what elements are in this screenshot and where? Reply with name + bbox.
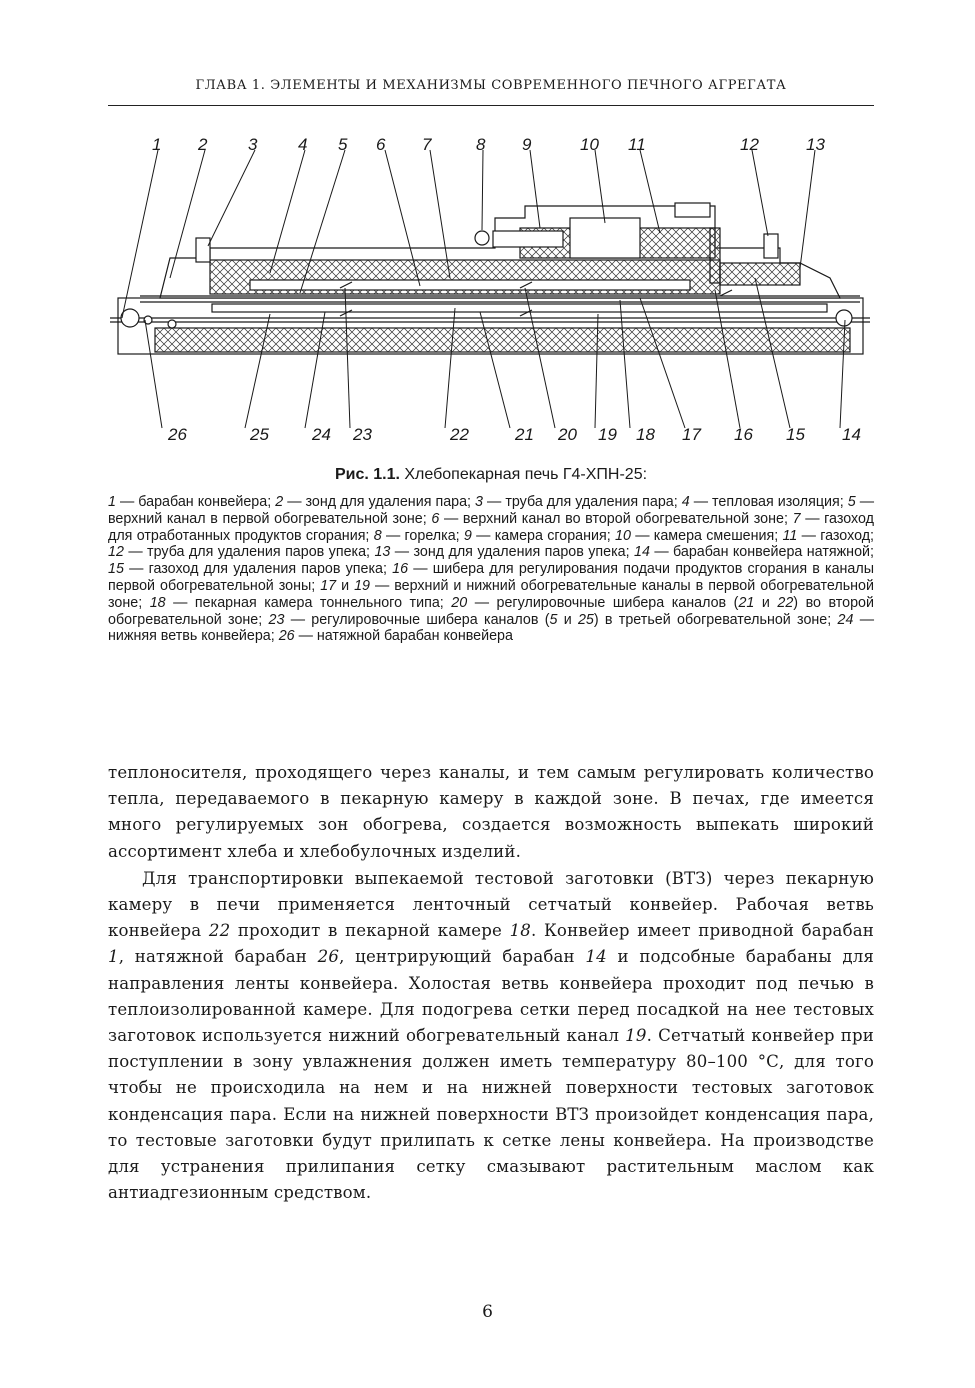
legend-number: 19 — [354, 577, 370, 594]
paragraph-text: . Сетчатый конвейер при поступлении в зону увлажнения должен иметь температуру 80–100 °С, для того чтобы не происходила на нем и на нижней поверхности тестовых заготовок конденсация пара. Если на нижней поверхности ВТЗ произойдет конденсация пара, то тестовые заготовки будут прилипать к сетке лены конвейера. На производстве для устранения прилипания сетку смазывают растительным маслом как антиадгезионным средством. — [108, 1026, 874, 1203]
legend-number: 8 — [373, 527, 382, 544]
legend-text: — газоход для удаления паров упека; — [123, 561, 393, 578]
legend-text: — нижняя ветвь конвейера; — [108, 611, 875, 645]
legend-text: и — [336, 577, 355, 594]
legend-text: — барабан конвейера натяжной; — [649, 544, 874, 561]
reference-number: 18 — [509, 921, 531, 941]
callout-4: 4 — [298, 135, 308, 154]
callout-5: 5 — [338, 135, 348, 154]
legend-text: — регулировочные шибера каналов ( — [467, 594, 739, 611]
legend-number: 23 — [268, 611, 285, 628]
legend-number: 4 — [681, 494, 690, 510]
callout-16: 16 — [734, 425, 753, 444]
callout-18: 18 — [636, 425, 655, 444]
legend-text: ) во второй обогревательной зоне; — [108, 594, 874, 628]
callout-6: 6 — [376, 135, 386, 154]
callout-10: 10 — [580, 135, 599, 154]
callout-17: 17 — [682, 425, 701, 444]
callouts-bottom — [167, 425, 861, 444]
paragraph-text: и подсобные барабаны для направления ленты конвейера. Холостая ветвь конвейера проходит под печью в теплоизолированной камере. Для подогрева сетки перед посадкой на нее тестовых заготовок используется нижний обогревательный канал — [108, 947, 875, 1046]
legend-text: — зонд для удаления пара; — [283, 494, 476, 510]
callouts-top — [152, 135, 825, 154]
callout-21: 21 — [515, 425, 534, 444]
paragraph-1: теплоносителя, проходящего через каналы, и тем самым регулировать количество тепла, передаваемого в пекарную камеру в каждой зоне. В печах, где имеется много регулируемых зон обогрева, создается возможность выпекать широкий ассортимент хлеба и хлебобулочных изделий. — [108, 763, 874, 861]
header-divider — [108, 105, 874, 106]
legend-number: 2 — [275, 494, 284, 510]
callout-1: 1 — [152, 135, 162, 154]
oven-body — [110, 203, 870, 354]
reference-number: 14 — [585, 947, 607, 967]
paragraph-text: , центрирующий барабан — [339, 947, 586, 967]
callout-25: 25 — [250, 425, 269, 444]
legend-text: — зонд для удаления паров упека; — [390, 544, 634, 561]
legend-text: — шибера для регулирования подачи продуктов сгорания в каналы первой обогревательной зоны; — [108, 561, 875, 594]
callout-26: 26 — [168, 425, 187, 444]
legend-text: — верхний канал в первой обогревательной зоне; — [108, 494, 875, 527]
callout-22: 22 — [450, 425, 469, 444]
page-number: 6 — [482, 1302, 493, 1322]
callout-14: 14 — [842, 425, 861, 444]
callout-9: 9 — [522, 135, 532, 154]
legend-number: 1 — [108, 494, 116, 510]
oven-diagram — [100, 128, 880, 458]
legend-number: 3 — [475, 494, 483, 510]
legend-number: 11 — [782, 527, 798, 544]
legend-text: и — [557, 611, 578, 628]
callout-19: 19 — [598, 425, 617, 444]
legend-number: 24 — [837, 611, 854, 628]
legend-text: — пекарная камера тоннельного типа; — [165, 594, 452, 611]
legend-number: 6 — [431, 510, 440, 527]
running-head: ГЛАВА 1. ЭЛЕМЕНТЫ И МЕХАНИЗМЫ СОВРЕМЕННОГО ПЕЧНОГО АГРЕГАТА — [195, 78, 787, 93]
legend-number: 15 — [108, 561, 124, 578]
figure-caption — [108, 466, 874, 484]
legend-number: 17 — [320, 577, 337, 594]
callout-7: 7 — [422, 135, 432, 154]
legend-number: 22 — [777, 594, 794, 611]
paragraph-2 — [108, 866, 874, 1207]
legend-number: 25 — [577, 611, 594, 628]
legend-text: — барабан конвейера; — [115, 494, 276, 510]
reference-number: 22 — [208, 921, 231, 941]
legend-number: 14 — [634, 544, 650, 561]
callout-12: 12 — [740, 135, 759, 154]
legend-text: — камера сгорания; — [471, 527, 616, 544]
paragraph-text: Для транспортировки выпекаемой тестовой заготовки (ВТЗ) через пекарную камеру в печи применяется ленточный сетчатый конвейер. Рабочая ветвь конвейера — [108, 868, 874, 941]
legend-text: — натяжной барабан конвейера — [294, 628, 513, 645]
legend-text: ) в третьей обогревательной зоне; — [593, 611, 838, 628]
legend-number: 13 — [374, 544, 391, 561]
legend-number: 21 — [738, 594, 755, 611]
legend-text: — горелка; — [381, 527, 464, 544]
legend-number: 26 — [278, 628, 295, 645]
legend-number: 12 — [108, 544, 124, 561]
reference-number: 1 — [108, 947, 119, 967]
legend-number: 5 — [549, 611, 558, 628]
callout-24: 24 — [312, 425, 331, 444]
legend-text: — верхний и нижний обогревательные каналы в первой обогревательной зоне; — [108, 577, 874, 611]
callout-20: 20 — [558, 425, 577, 444]
legend-text: — верхний канал во второй обогревательной зоне; — [439, 510, 793, 527]
callout-23: 23 — [353, 425, 372, 444]
paragraph-text: проходит в пекарной камере — [230, 921, 510, 941]
figure-caption-title: Хлебопекарная печь Г4-ХПН-25: — [399, 466, 648, 483]
figure-legend — [108, 494, 874, 645]
callout-15: 15 — [786, 425, 805, 444]
callout-3: 3 — [248, 135, 258, 154]
callout-8: 8 — [476, 135, 486, 154]
legend-text: — труба для удаления пара; — [483, 494, 682, 510]
legend-text: — тепловая изоляция; — [689, 494, 848, 510]
paragraph-text: , натяжной барабан — [118, 947, 318, 967]
callout-13: 13 — [806, 135, 825, 154]
legend-number: 9 — [463, 527, 472, 544]
legend-number: 16 — [392, 561, 409, 578]
legend-number: 7 — [792, 510, 801, 527]
legend-number: 18 — [149, 594, 166, 611]
legend-text: — камера смешения; — [630, 527, 783, 544]
legend-text: — газоход; — [797, 527, 875, 544]
callout-11: 11 — [628, 135, 646, 154]
callout-2: 2 — [198, 135, 208, 154]
legend-number: 10 — [615, 527, 631, 544]
legend-number: 5 — [847, 494, 856, 510]
legend-number: 20 — [451, 594, 468, 611]
legend-text: — труба для удаления паров упека; — [123, 544, 375, 561]
legend-text: и — [754, 594, 778, 611]
legend-text: — газоход для отработанных продуктов сгорания; — [108, 510, 874, 544]
paragraph-text: . Конвейер имеет приводной барабан — [530, 921, 874, 941]
figure-caption-number: Рис. 1.1. — [334, 466, 400, 483]
body-text — [108, 760, 874, 1206]
reference-number: 19 — [625, 1026, 647, 1046]
legend-text: — регулировочные шибера каналов ( — [284, 611, 550, 628]
reference-number: 26 — [317, 947, 340, 967]
